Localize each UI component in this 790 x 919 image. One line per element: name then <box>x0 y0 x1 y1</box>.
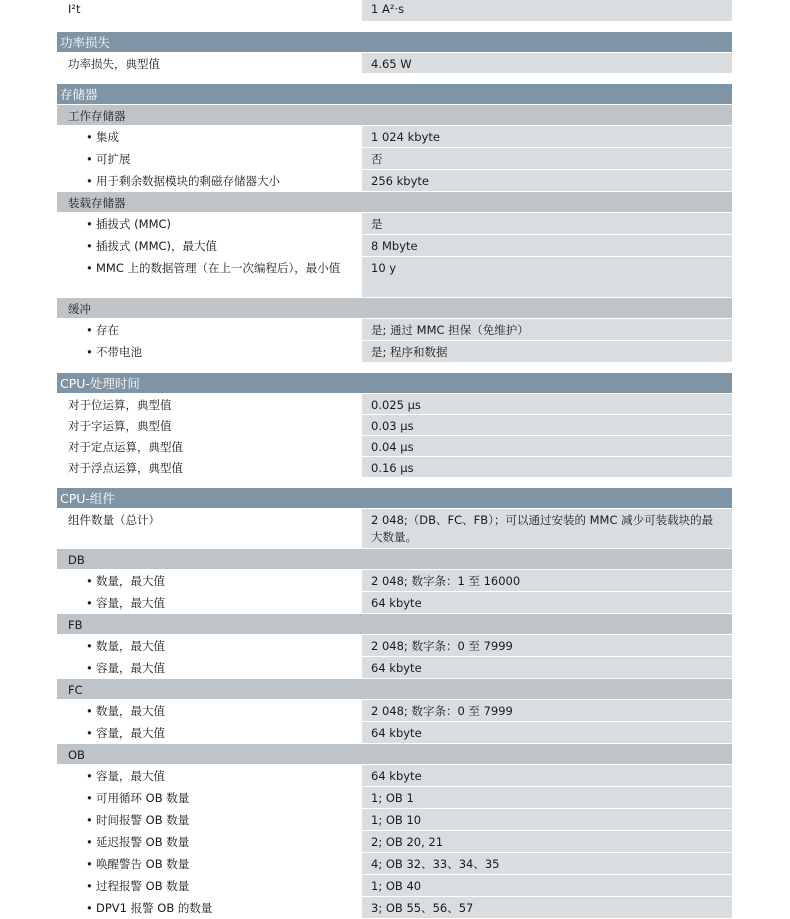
spec-label <box>57 853 362 874</box>
spec-value: 2 048; 数字条：0 至 7999 <box>362 700 732 721</box>
spec-label: 对于浮点运算，典型值 <box>68 461 183 475</box>
spec-value: 3; OB 55、56、57 <box>362 897 732 918</box>
spec-row <box>57 436 732 457</box>
section-title: CPU-处理时间 <box>60 376 140 391</box>
spec-label <box>57 831 362 852</box>
spec-label-text: 集成 <box>96 130 119 144</box>
spec-label-text: 可扩展 <box>96 152 131 166</box>
subsection-title: DB <box>68 553 85 567</box>
bullet-icon: • <box>86 813 93 827</box>
spec-value: 64 kbyte <box>362 765 732 786</box>
spec-value: 0.03 µs <box>362 415 732 435</box>
spec-value: 1 A²·s <box>362 0 732 21</box>
spec-value: 0.04 µs <box>362 436 732 456</box>
bullet-icon: • <box>86 174 93 188</box>
spec-label-text: 存在 <box>96 323 119 337</box>
bullet-icon: • <box>86 835 93 849</box>
spec-label-text: 延迟报警 OB 数量 <box>96 835 190 849</box>
subsection-title: OB <box>68 748 85 762</box>
spec-value: 是 <box>362 213 732 234</box>
spec-row-i2t <box>57 0 732 22</box>
list-item <box>57 341 732 363</box>
section-header-memory <box>57 84 732 105</box>
spec-label-text: 唤醒警告 OB 数量 <box>96 857 190 871</box>
spec-value: 4; OB 32、33、34、35 <box>362 853 732 874</box>
list-item <box>57 700 732 722</box>
spec-value: 256 kbyte <box>362 170 732 191</box>
spec-label-text: 插拔式 (MMC) <box>96 217 172 231</box>
section-header-power-loss <box>57 32 732 53</box>
bullet-icon: • <box>86 791 93 805</box>
spec-label-text: 插拔式 (MMC)，最大值 <box>96 239 218 253</box>
bullet-icon: • <box>86 239 93 253</box>
spec-row <box>57 53 732 74</box>
spec-value: 10 y <box>362 257 732 297</box>
bullet-icon: • <box>86 901 93 915</box>
list-item <box>57 148 732 170</box>
spec-label <box>57 592 362 613</box>
spec-label <box>57 341 362 362</box>
spec-label <box>57 570 362 591</box>
spec-value: 0.16 µs <box>362 457 732 477</box>
spec-value: 2 048; 数字条：0 至 7999 <box>362 635 732 656</box>
spec-label <box>57 875 362 896</box>
bullet-icon: • <box>86 152 93 166</box>
spec-label <box>57 235 362 256</box>
spec-value: 否 <box>362 148 732 169</box>
spec-label-text: 可用循环 OB 数量 <box>96 791 190 805</box>
spec-value: 是; 程序和数据 <box>362 341 732 362</box>
bullet-icon: • <box>86 574 93 588</box>
bullet-icon: • <box>86 345 93 359</box>
list-item <box>57 257 732 298</box>
spec-label-text: 过程报警 OB 数量 <box>96 879 190 893</box>
spec-label <box>57 170 362 191</box>
list-item <box>57 765 732 787</box>
list-item <box>57 657 732 679</box>
bullet-icon: • <box>86 704 93 718</box>
section-title: CPU-组件 <box>60 491 115 506</box>
section-title: 存储器 <box>60 87 98 102</box>
list-item <box>57 635 732 657</box>
subsection-fb <box>57 614 732 635</box>
bullet-icon: • <box>86 323 93 337</box>
spec-label-text: 数量，最大值 <box>96 574 165 588</box>
bullet-icon: • <box>86 639 93 653</box>
spec-label <box>57 722 362 743</box>
spec-label-text: 数量，最大值 <box>96 704 165 718</box>
bullet-icon: • <box>86 857 93 871</box>
spec-value: 64 kbyte <box>362 592 732 613</box>
subsection-title: 工作存储器 <box>68 109 126 123</box>
spec-label-text: 时间报警 OB 数量 <box>96 813 190 827</box>
list-item <box>57 126 732 148</box>
bullet-icon: • <box>86 879 93 893</box>
spec-label-text: 数量，最大值 <box>96 639 165 653</box>
spec-label: 对于字运算，典型值 <box>68 419 172 433</box>
spec-value: 0.025 µs <box>362 394 732 414</box>
spec-row <box>57 415 732 436</box>
bullet-icon: • <box>86 261 93 275</box>
list-item <box>57 831 732 853</box>
spec-label-text: DPV1 报警 OB 的数量 <box>96 901 213 915</box>
spec-value: 2 048; 数字条：1 至 16000 <box>362 570 732 591</box>
spec-label <box>57 257 362 297</box>
list-item <box>57 897 732 919</box>
section-header-cpu-time <box>57 373 732 394</box>
spec-label <box>57 787 362 808</box>
spec-label: 组件数量（总计） <box>68 513 160 527</box>
list-item <box>57 853 732 875</box>
spec-label-text: 容量，最大值 <box>96 726 165 740</box>
spec-value: 1; OB 1 <box>362 787 732 808</box>
spec-value: 1 024 kbyte <box>362 126 732 147</box>
spec-value: 8 Mbyte <box>362 235 732 256</box>
bullet-icon: • <box>86 130 93 144</box>
subsection-ob <box>57 744 732 765</box>
spec-label-text: 不带电池 <box>96 345 142 359</box>
subsection-title: FB <box>68 618 83 632</box>
subsection-backup <box>57 298 732 319</box>
spec-label: I²t <box>68 2 81 16</box>
spec-label <box>57 213 362 234</box>
spec-label <box>57 148 362 169</box>
spec-label <box>57 657 362 678</box>
spec-value: 1; OB 40 <box>362 875 732 896</box>
spec-label <box>57 809 362 830</box>
spec-label: 对于位运算，典型值 <box>68 398 172 412</box>
spec-label <box>57 765 362 786</box>
bullet-icon: • <box>86 661 93 675</box>
section-title: 功率损失 <box>60 35 111 50</box>
bullet-icon: • <box>86 217 93 231</box>
spec-label-text: 用于剩余数据模块的剩磁存储器大小 <box>96 174 280 188</box>
spec-value: 64 kbyte <box>362 657 732 678</box>
spec-sheet <box>57 0 732 919</box>
subsection-fc <box>57 679 732 700</box>
section-header-cpu-blocks <box>57 488 732 509</box>
spec-row <box>57 394 732 415</box>
spec-value: 64 kbyte <box>362 722 732 743</box>
spec-value: 2; OB 20, 21 <box>362 831 732 852</box>
subsection-title: 装载存储器 <box>68 196 126 210</box>
subsection-db <box>57 549 732 570</box>
spec-label-text: 容量，最大值 <box>96 596 165 610</box>
spec-label <box>57 700 362 721</box>
subsection-title: 缓冲 <box>68 302 91 316</box>
spec-label: 功率损失，典型值 <box>68 57 160 71</box>
list-item <box>57 319 732 341</box>
spec-label-text: MMC 上的数据管理（在上一次编程后），最小值 <box>96 261 341 275</box>
spec-label <box>57 897 362 918</box>
list-item <box>57 235 732 257</box>
spec-row <box>57 509 732 549</box>
list-item <box>57 592 732 614</box>
spec-label <box>57 126 362 147</box>
spec-label-text: 容量，最大值 <box>96 661 165 675</box>
spec-label-text: 容量，最大值 <box>96 769 165 783</box>
bullet-icon: • <box>86 596 93 610</box>
list-item <box>57 170 732 192</box>
list-item <box>57 809 732 831</box>
bullet-icon: • <box>86 726 93 740</box>
spec-value: 2 048;（DB、FC、FB）；可以通过安装的 MMC 减少可装载块的最大数量。 <box>362 509 732 548</box>
subsection-work-memory <box>57 105 732 126</box>
list-item <box>57 213 732 235</box>
spec-value: 是; 通过 MMC 担保（免维护） <box>362 319 732 340</box>
spec-row <box>57 457 732 478</box>
spec-label <box>57 319 362 340</box>
spec-value: 4.65 W <box>362 53 732 73</box>
subsection-title: FC <box>68 683 83 697</box>
bullet-icon: • <box>86 769 93 783</box>
subsection-load-memory <box>57 192 732 213</box>
list-item <box>57 875 732 897</box>
list-item <box>57 722 732 744</box>
spec-label: 对于定点运算，典型值 <box>68 440 183 454</box>
list-item <box>57 787 732 809</box>
spec-value: 1; OB 10 <box>362 809 732 830</box>
list-item <box>57 570 732 592</box>
spec-label <box>57 635 362 656</box>
